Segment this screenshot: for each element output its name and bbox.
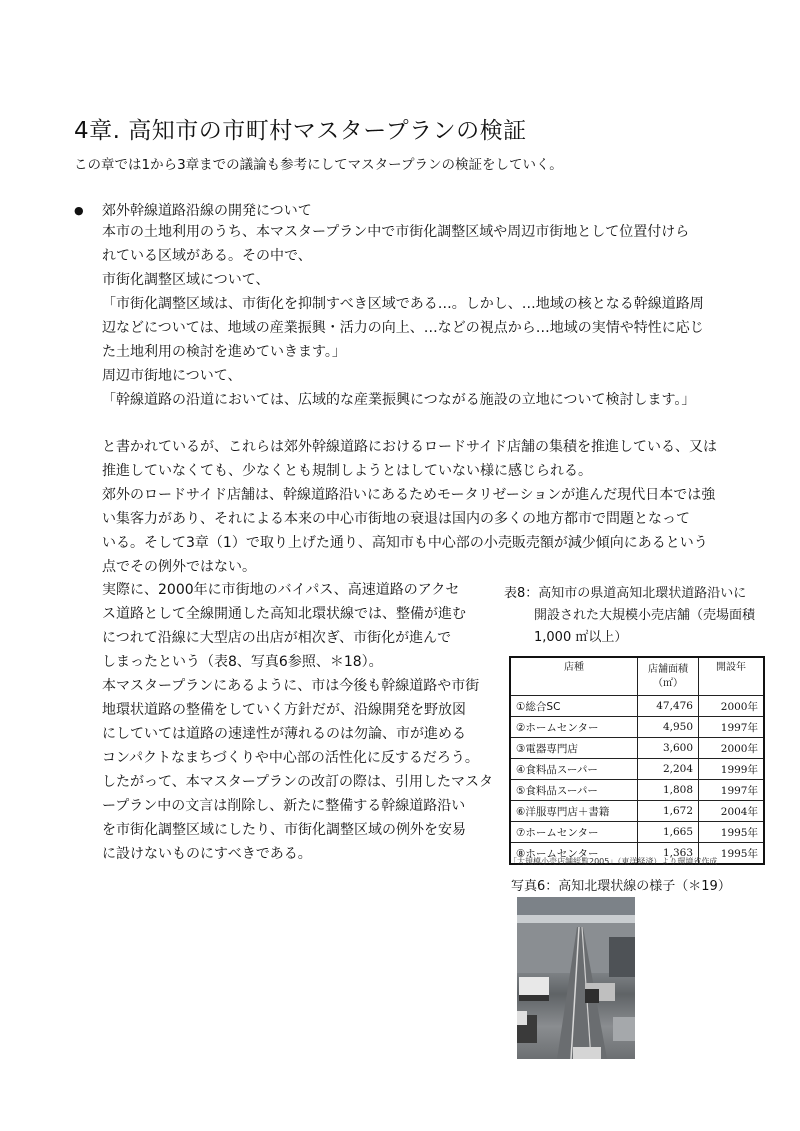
caption-line: 表8：高知市の県道高知北環状道路沿いに bbox=[504, 586, 747, 601]
store-type-cell: ⑥洋服専門店＋書籍 bbox=[510, 801, 638, 822]
floor-area-cell: 47,476 bbox=[638, 696, 699, 717]
quote-line: 「幹線道路の沿道においては、広域的な産業振興につながる施設の立地について検討します。」 bbox=[102, 392, 696, 408]
paragraph-line: 地環状道路の整備をしていく方針だが、沿線開発を野放図 bbox=[102, 702, 466, 718]
paragraph-line: を市街化調整区域にしたり、市街化調整区域の例外を安易 bbox=[102, 822, 466, 838]
header-floor-area-label: 店舗面積 bbox=[648, 663, 688, 675]
table-row bbox=[510, 780, 764, 801]
floor-area-cell: 2,204 bbox=[638, 759, 699, 780]
paragraph-line: 市街化調整区域について、 bbox=[102, 272, 270, 288]
quote-line: 「市街化調整区域は、市街化を抑制すべき区域である…。しかし、…地域の核となる幹線道路周 bbox=[102, 296, 704, 312]
paragraph-line: い集客力があり、それによる本来の中心市街地の衰退は国内の多くの地方都市で問題となって bbox=[102, 511, 690, 527]
paragraph-line: 点でその例外ではない。 bbox=[102, 559, 256, 575]
floor-area-cell: 3,600 bbox=[638, 738, 699, 759]
opening-year-cell: 1995年 bbox=[699, 843, 765, 865]
opening-year-cell: 1997年 bbox=[699, 780, 765, 801]
paragraph-line: ス道路として全線開通した高知北環状線では、整備が進む bbox=[102, 606, 466, 622]
caption-line: 1,000 ㎡以上） bbox=[534, 630, 628, 645]
paragraph-line: 本市の土地利用のうち、本マスタープラン中で市街化調整区域や周辺市街地として位置付けら bbox=[102, 224, 690, 240]
paragraph-line: いる。そして3章（1）で取り上げた通り、高知市も中心部の小売販売額が減少傾向にあるという bbox=[102, 535, 708, 551]
store-type-cell: ⑦ホームセンター bbox=[510, 822, 638, 843]
table-8-caption bbox=[504, 583, 755, 649]
table-row bbox=[510, 759, 764, 780]
table-source-note: 「大規模小売店舗総覧2005」（東洋経済）より環境省作成 bbox=[509, 857, 718, 866]
paragraph-line: と書かれているが、これらは郊外幹線道路におけるロードサイド店舗の集積を推進している、又は bbox=[102, 439, 718, 455]
header-opening-year: 開設年 bbox=[699, 657, 765, 696]
table-row bbox=[510, 696, 764, 717]
floor-area-cell: 1,665 bbox=[638, 822, 699, 843]
floor-area-cell: 1,808 bbox=[638, 780, 699, 801]
table-row bbox=[510, 801, 764, 822]
opening-year-cell: 2000年 bbox=[699, 738, 765, 759]
table-header-row bbox=[510, 657, 764, 696]
opening-year-cell: 1999年 bbox=[699, 759, 765, 780]
photo-6-caption: 写真6：高知北環状線の様子（＊19） bbox=[511, 879, 731, 894]
chapter-intro: この章では1から3章までの議論も参考にしてマスタープランの検証をしていく。 bbox=[74, 157, 563, 173]
floor-area-cell: 1,672 bbox=[638, 801, 699, 822]
opening-year-cell: 1995年 bbox=[699, 822, 765, 843]
quote-line: た土地利用の検討を進めていきます。」 bbox=[102, 344, 346, 360]
store-type-cell: ③電器専門店 bbox=[510, 738, 638, 759]
store-type-cell: ⑤食料品スーパー bbox=[510, 780, 638, 801]
table-row bbox=[510, 822, 764, 843]
header-floor-area-unit: （㎡） bbox=[653, 677, 683, 689]
header-store-type: 店種 bbox=[510, 657, 638, 696]
paragraph-line: につれて沿線に大型店の出店が相次ぎ、市街化が進んで bbox=[102, 630, 452, 646]
header-floor-area bbox=[638, 657, 699, 696]
table-row bbox=[510, 717, 764, 738]
opening-year-cell: 1997年 bbox=[699, 717, 765, 738]
paragraph-line: ープラン中の文言は削除し、新たに整備する幹線道路沿い bbox=[102, 798, 466, 814]
paragraph-line: 実際に、2000年に市街地のバイパス、高速道路のアクセ bbox=[102, 582, 460, 598]
caption-line: 開設された大規模小売店舗（売場面積 bbox=[534, 608, 756, 623]
opening-year-cell: 2000年 bbox=[699, 696, 765, 717]
section-heading: 郊外幹線道路沿線の開発について bbox=[102, 203, 312, 219]
paragraph-line: 本マスタープランにあるように、市は今後も幹線道路や市街 bbox=[102, 678, 480, 694]
table-row bbox=[510, 738, 764, 759]
paragraph-line: れている区域がある。その中で、 bbox=[102, 248, 312, 264]
bullet-icon: ● bbox=[74, 204, 84, 217]
paragraph-line: 推進していなくても、少なくとも規制しようとはしていない様に感じられる。 bbox=[102, 463, 592, 479]
quote-line: 辺などについては、地域の産業振興・活力の向上、…などの視点から…地域の実情や特性に応じ bbox=[102, 320, 704, 336]
paragraph-line: しまったという（表8、写真6参照、＊18）。 bbox=[102, 654, 383, 670]
aerial-road-photo bbox=[517, 897, 635, 1059]
opening-year-cell: 2004年 bbox=[699, 801, 765, 822]
store-type-cell: ⑧ホームセンター bbox=[510, 843, 638, 865]
paragraph-line: したがって、本マスタープランの改訂の際は、引用したマスタ bbox=[102, 774, 494, 790]
store-type-cell: ②ホームセンター bbox=[510, 717, 638, 738]
paragraph-line: にしていては道路の速達性が薄れるのは勿論、市が進める bbox=[102, 726, 466, 742]
large-store-table bbox=[509, 656, 765, 865]
paragraph-line: 周辺市街地について、 bbox=[102, 368, 242, 384]
aerial-road-photo-illustration bbox=[517, 897, 635, 1059]
chapter-title: 4章. 高知市の市町村マスタープランの検証 bbox=[74, 118, 527, 144]
floor-area-cell: 1,363 bbox=[638, 843, 699, 865]
paragraph-line: コンパクトなまちづくりや中心部の活性化に反するだろう。 bbox=[102, 750, 479, 766]
floor-area-cell: 4,950 bbox=[638, 717, 699, 738]
paragraph-line: に設けないものにすべきである。 bbox=[102, 846, 312, 862]
store-type-cell: ④食料品スーパー bbox=[510, 759, 638, 780]
paragraph-line: 郊外のロードサイド店舗は、幹線道路沿いにあるためモータリゼーションが進んだ現代日本では強 bbox=[102, 487, 716, 503]
store-type-cell: ①総合SC bbox=[510, 696, 638, 717]
